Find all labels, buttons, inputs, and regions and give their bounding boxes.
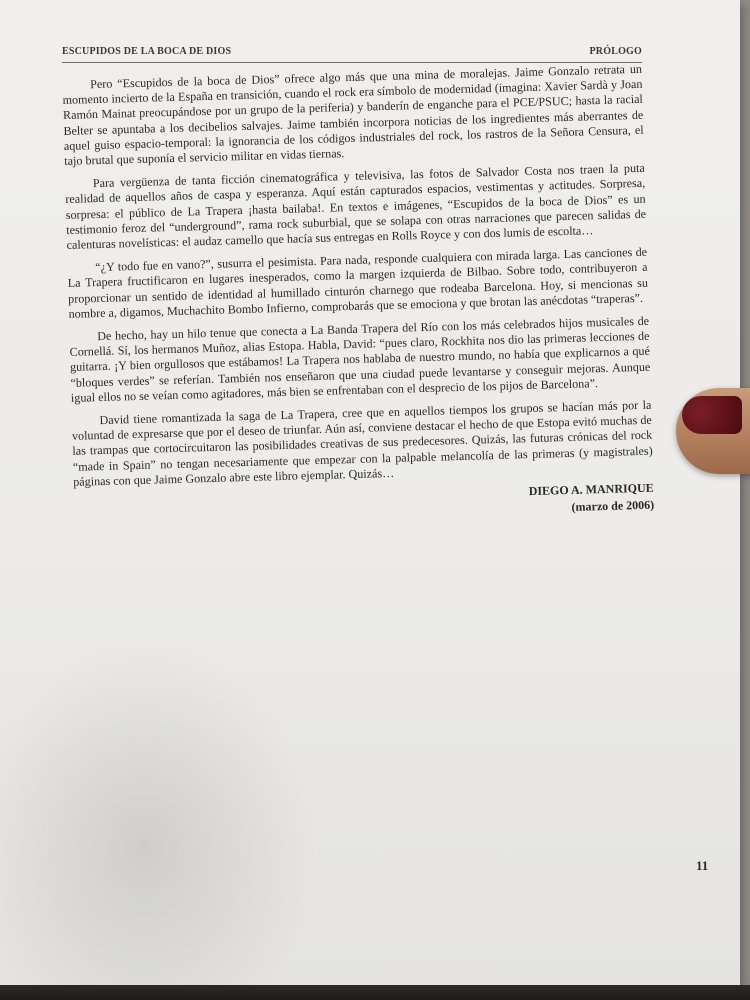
painted-nail — [682, 396, 742, 434]
author-name: DIEGO A. MANRIQUE — [528, 480, 654, 499]
header-book-title: ESCUPIDOS DE LA BOCA DE DIOS — [62, 46, 232, 57]
paragraph-4: De hecho, hay un hilo tenue que conecta a La Banda Trapera del Río con los más celebrados hijos musicales de Cornellá. Sí, los hermanos Muñoz, alias Estopa. Habla, David: “pues claro, Rockhita nos dio las primeras lecciones de guitarra. ¡Y bien orgullosos que estábamos! La Trapera nos hablaba de nuestro mundo, no había que explicarnos a qué “bloques verdes” se referían. También nos enseñaron que una ciudad puede levantarse y conseguir mejoras. Aunque igual ellos no se veían como agitadores, más bien se enfrentaban con el desprecio de los pijos de Barcelona”. — [69, 313, 651, 405]
page-body — [62, 62, 654, 530]
paragraph-3: “¿Y todo fue en vano?”, susurra el pesimista. Para nada, responde cualquiera con mirada larga. Las canciones de La Trapera fructificaron en lugares inesperados, como la margen izquierda de Bilbao. Sobre todo, contribuyeron a proporcionar un sentido de identidad al humillado cinturón charnego que rodeaba Barcelona. Hoy, si mencionas su nombre a, digamos, Muchachito Bombo Infierno, comprobarás que se emociona y que brotan las anécdotas “traperas”. — [67, 244, 649, 321]
paragraph-5: David tiene romantizada la saga de La Trapera, cree que en aquellos tiempos los grupos se hacían más por la voluntad de expresarse que por el deseo de triunfar. Aún así, conviene destacar el hecho de que Estopa evitó muchas de las trampas que cortocircuitaron las posibilidades creativas de sus predecesores. Quizás, las futuras crónicas del rock “made in Spain” no tengan necesariamente que empezar con la palpable melancolía de las primeras (y magistrales) páginas con que Jaime Gonzalo abre este libro ejemplar. Quizás… — [71, 397, 653, 489]
page-number: 11 — [696, 858, 709, 873]
paragraph-2: Para vergüenza de tanta ficción cinematográfica y televisiva, las fotos de Salvador Costa nos traen la puta realidad de aquellos años de caspa y esperanza. Aquí están capturados espacios, vestimentas y actitudes. Sorpresa, sorpresa: el público de La Trapera ¡hasta bailaba!. En textos e imágenes, “Escupidos de la boca de Dios” es un testimonio feroz del “underground”, rama rock suburbial, que se solapa con otras narraciones que parecen salidas de calenturas novelísticas: el audaz camello que hacía sus entregas en Rolls Royce y con dos lumis de escolta… — [65, 160, 647, 252]
book-cover-edge — [0, 985, 750, 1000]
running-header — [62, 46, 642, 63]
signature-date: (marzo de 2006) — [571, 497, 655, 515]
paragraph-1: Pero “Escupidos de la boca de Dios” ofrece algo más que una mina de moralejas. Jaime Gonzalo retrata un momento incierto de la España en transición, cuando el rock era símbolo de modernidad (imagina: Xavier Sardà y Joan Ramón Mainat preocupándose por un grupo de la periferia) y banderín de enganche para el PCE/PSUC; hasta la racial Belter se apuntaba a los decibelios salvajes. Jaime también incorpora noticias de los ingredientes más aberrantes de aquel guiso espacio-temporal: la ignorancia de los códigos industriales del rock, los rastros de la Señora Censura, el tajo brutal que suponía el servicio militar en vidas tiernas. — [62, 61, 644, 168]
page-shadow — [0, 640, 320, 985]
header-section-title: PRÓLOGO — [589, 46, 642, 57]
